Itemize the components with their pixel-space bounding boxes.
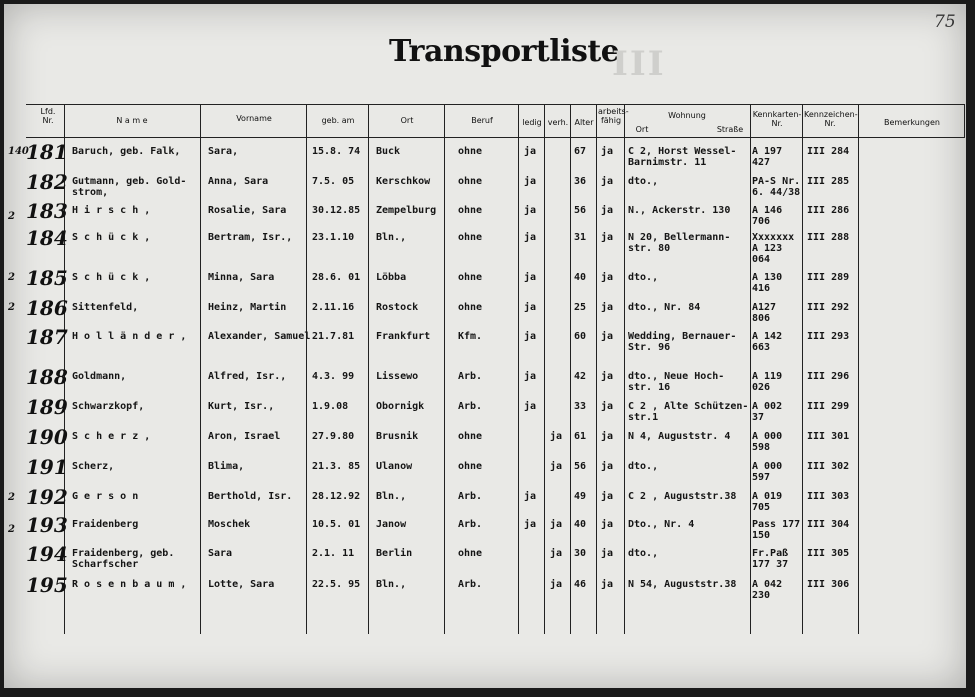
- cell-kennkarten: A 146 706: [752, 205, 783, 227]
- cell-vorname: Bertram, Isr.,: [208, 232, 293, 243]
- cell-kennkarten: A 119 026: [752, 371, 783, 393]
- cell-name: Schwarzkopf,: [72, 401, 145, 412]
- cell-kennzeichen: III 299: [807, 401, 850, 412]
- cell-alter: 36: [574, 176, 587, 187]
- cell-ledig: ja: [524, 401, 537, 412]
- cell-arbeitsfaehig: ja: [601, 232, 614, 243]
- cell-ledig: ja: [524, 205, 537, 216]
- cell-kennzeichen: III 303: [807, 491, 850, 502]
- cell-beruf: Kfm.: [458, 331, 483, 342]
- cell-name: Scherz,: [72, 461, 115, 472]
- cell-ledig: ja: [524, 491, 537, 502]
- cell-beruf: ohne: [458, 272, 483, 283]
- cell-vorname: Sara: [208, 548, 233, 559]
- cell-beruf: Arb.: [458, 401, 483, 412]
- cell-kennzeichen: III 284: [807, 146, 850, 157]
- cell-beruf: Arb.: [458, 371, 483, 382]
- cell-name: H o l l ä n d e r ,: [72, 331, 187, 342]
- cell-geb: 2.11.16: [312, 302, 355, 313]
- cell-beruf: ohne: [458, 232, 483, 243]
- cell-geb: 15.8. 74: [312, 146, 361, 157]
- cell-name: Sittenfeld,: [72, 302, 139, 313]
- cell-wohnung: dto.,: [628, 176, 659, 187]
- cell-kennzeichen: III 305: [807, 548, 850, 559]
- cell-kennkarten: A 042 230: [752, 579, 783, 601]
- cell-geb: 4.3. 99: [312, 371, 355, 382]
- cell-geb: 23.1.10: [312, 232, 355, 243]
- cell-geb: 22.5. 95: [312, 579, 361, 590]
- margin-note: 2: [8, 272, 15, 283]
- cell-alter: 67: [574, 146, 587, 157]
- cell-ort: Bln.,: [376, 579, 407, 590]
- cell-beruf: ohne: [458, 548, 483, 559]
- header-wohnung-ort: Ort: [635, 125, 649, 134]
- cell-geb: 10.5. 01: [312, 519, 361, 530]
- cell-kennkarten: A 142 663: [752, 331, 783, 353]
- column-line: [570, 104, 571, 634]
- cell-beruf: ohne: [458, 302, 483, 313]
- margin-note: 2: [8, 302, 15, 313]
- cell-vorname: Heinz, Martin: [208, 302, 287, 313]
- cell-ort: Brusnik: [376, 431, 419, 442]
- handwritten-row-number: 181: [26, 140, 68, 164]
- cell-beruf: ohne: [458, 146, 483, 157]
- cell-wohnung: dto., Nr. 84: [628, 302, 701, 313]
- cell-alter: 56: [574, 461, 587, 472]
- cell-arbeitsfaehig: ja: [601, 491, 614, 502]
- cell-wohnung: C 2, Horst Wessel- Barnimstr. 11: [628, 146, 737, 168]
- cell-ledig: ja: [524, 146, 537, 157]
- cell-kennzeichen: III 285: [807, 176, 850, 187]
- cell-kennkarten: Xxxxxxx A 123 064: [752, 232, 795, 265]
- cell-vorname: Sara,: [208, 146, 239, 157]
- cell-vorname: Anna, Sara: [208, 176, 269, 187]
- handwritten-row-number: 186: [26, 296, 68, 320]
- cell-alter: 31: [574, 232, 587, 243]
- cell-arbeitsfaehig: ja: [601, 272, 614, 283]
- cell-kennzeichen: III 302: [807, 461, 850, 472]
- cell-vorname: Minna, Sara: [208, 272, 275, 283]
- cell-beruf: ohne: [458, 176, 483, 187]
- cell-arbeitsfaehig: ja: [601, 146, 614, 157]
- cell-kennzeichen: III 286: [807, 205, 850, 216]
- header-beruf: Beruf: [471, 116, 493, 125]
- cell-ledig: ja: [524, 176, 537, 187]
- cell-wohnung: dto.,: [628, 272, 659, 283]
- cell-wohnung: dto.,: [628, 548, 659, 559]
- cell-ort: Rostock: [376, 302, 419, 313]
- cell-alter: 40: [574, 519, 587, 530]
- cell-wohnung: Dto., Nr. 4: [628, 519, 695, 530]
- cell-arbeitsfaehig: ja: [601, 205, 614, 216]
- cell-beruf: Arb.: [458, 519, 483, 530]
- header-bottom-line: [26, 137, 964, 138]
- cell-geb: 28.12.92: [312, 491, 361, 502]
- cell-wohnung: C 2 , Auguststr.38: [628, 491, 737, 502]
- cell-verh: ja: [550, 519, 563, 530]
- cell-ort: Löbba: [376, 272, 407, 283]
- header-arbeitsfaehig: arbeits-fähig: [598, 107, 629, 125]
- header-wohnung-strasse: Straße: [716, 125, 744, 134]
- header-kennzeichen: Kennzeichen-Nr.: [804, 110, 858, 128]
- cell-wohnung: N 54, Auguststr.38: [628, 579, 737, 590]
- margin-note: 2: [8, 211, 15, 222]
- handwritten-row-number: 189: [26, 395, 68, 419]
- cell-alter: 56: [574, 205, 587, 216]
- cell-kennzeichen: III 289: [807, 272, 850, 283]
- handwritten-row-number: 188: [26, 365, 68, 389]
- cell-kennkarten: A 002 37: [752, 401, 783, 423]
- cell-kennkarten: A 130 416: [752, 272, 783, 294]
- cell-alter: 30: [574, 548, 587, 559]
- cell-name: H i r s c h ,: [72, 205, 151, 216]
- cell-name: Baruch, geb. Falk,: [72, 146, 181, 157]
- cell-geb: 27.9.80: [312, 431, 355, 442]
- header-wohnung: Wohnung: [668, 111, 706, 120]
- cell-name: Fraidenberg, geb. Scharfscher: [72, 548, 175, 570]
- cell-wohnung: dto., Neue Hoch- str. 16: [628, 371, 725, 393]
- cell-arbeitsfaehig: ja: [601, 371, 614, 382]
- cell-geb: 21.7.81: [312, 331, 355, 342]
- handwritten-row-number: 191: [26, 455, 68, 479]
- faint-stamp: III: [612, 44, 666, 84]
- column-line: [596, 104, 597, 634]
- cell-alter: 40: [574, 272, 587, 283]
- handwritten-row-number: 193: [26, 513, 68, 537]
- cell-beruf: ohne: [458, 461, 483, 472]
- cell-alter: 42: [574, 371, 587, 382]
- cell-beruf: ohne: [458, 431, 483, 442]
- handwritten-row-number: 187: [26, 325, 68, 349]
- cell-kennzeichen: III 293: [807, 331, 850, 342]
- cell-geb: 28.6. 01: [312, 272, 361, 283]
- handwritten-row-number: 184: [26, 226, 68, 250]
- handwritten-row-number: 182: [26, 170, 68, 194]
- cell-name: Gutmann, geb. Gold- strom,: [72, 176, 187, 198]
- handwritten-row-number: 192: [26, 485, 68, 509]
- cell-arbeitsfaehig: ja: [601, 548, 614, 559]
- document-sheet: [4, 4, 966, 688]
- cell-wohnung: C 2 , Alte Schützen- str.1: [628, 401, 749, 423]
- cell-alter: 46: [574, 579, 587, 590]
- cell-ort: Kerschkow: [376, 176, 431, 187]
- cell-ort: Bln.,: [376, 232, 407, 243]
- handwritten-row-number: 194: [26, 542, 68, 566]
- cell-kennkarten: Fr.Paß 177 37: [752, 548, 789, 570]
- cell-arbeitsfaehig: ja: [601, 579, 614, 590]
- cell-wohnung: N 4, Auguststr. 4: [628, 431, 731, 442]
- cell-kennzeichen: III 292: [807, 302, 850, 313]
- page-number: 75: [934, 12, 956, 32]
- column-line: [624, 104, 625, 634]
- cell-kennzeichen: III 288: [807, 232, 850, 243]
- cell-geb: 1.9.08: [312, 401, 349, 412]
- cell-arbeitsfaehig: ja: [601, 176, 614, 187]
- cell-vorname: Blima,: [208, 461, 245, 472]
- header-top-line: [26, 104, 964, 105]
- cell-alter: 25: [574, 302, 587, 313]
- cell-ledig: ja: [524, 519, 537, 530]
- cell-beruf: ohne: [458, 205, 483, 216]
- cell-arbeitsfaehig: ja: [601, 461, 614, 472]
- cell-kennkarten: A 000 597: [752, 461, 783, 483]
- cell-kennkarten: Pass 177 150: [752, 519, 801, 541]
- cell-ort: Frankfurt: [376, 331, 431, 342]
- cell-kennkarten: A 000 598: [752, 431, 783, 453]
- cell-name: S c h ü c k ,: [72, 272, 151, 283]
- cell-beruf: Arb.: [458, 579, 483, 590]
- column-line: [200, 104, 201, 634]
- header-ledig: ledig: [522, 118, 542, 127]
- column-line: [518, 104, 519, 634]
- handwritten-row-number: 190: [26, 425, 68, 449]
- cell-kennzeichen: III 306: [807, 579, 850, 590]
- header-geb: geb. am: [321, 116, 355, 125]
- cell-ort: Berlin: [376, 548, 413, 559]
- cell-ort: Ulanow: [376, 461, 413, 472]
- cell-alter: 49: [574, 491, 587, 502]
- cell-name: Fraidenberg: [72, 519, 139, 530]
- cell-alter: 61: [574, 431, 587, 442]
- header-vorname: Vorname: [236, 114, 272, 123]
- cell-name: Goldmann,: [72, 371, 127, 382]
- header-ort: Ort: [400, 116, 414, 125]
- cell-wohnung: N 20, Bellermann- str. 80: [628, 232, 731, 254]
- cell-kennzeichen: III 296: [807, 371, 850, 382]
- cell-verh: ja: [550, 579, 563, 590]
- cell-kennkarten: A127 806: [752, 302, 777, 324]
- column-line: [964, 104, 965, 138]
- handwritten-row-number: 185: [26, 266, 68, 290]
- cell-kennkarten: PA-S Nr. 6. 44/38: [752, 176, 801, 198]
- header-bemerkungen: Bemerkungen: [883, 118, 940, 127]
- cell-verh: ja: [550, 548, 563, 559]
- cell-ort: Buck: [376, 146, 401, 157]
- cell-ort: Janow: [376, 519, 407, 530]
- cell-vorname: Moschek: [208, 519, 251, 530]
- cell-name: S c h ü c k ,: [72, 232, 151, 243]
- document-title: Transportliste: [389, 34, 620, 69]
- cell-ledig: ja: [524, 232, 537, 243]
- cell-vorname: Alfred, Isr.,: [208, 371, 287, 382]
- column-line: [544, 104, 545, 634]
- cell-ort: Lissewo: [376, 371, 419, 382]
- cell-vorname: Rosalie, Sara: [208, 205, 287, 216]
- cell-geb: 2.1. 11: [312, 548, 355, 559]
- margin-note: 140: [8, 146, 29, 157]
- cell-ort: Zempelburg: [376, 205, 437, 216]
- cell-kennzeichen: III 304: [807, 519, 850, 530]
- cell-arbeitsfaehig: ja: [601, 331, 614, 342]
- cell-ledig: ja: [524, 302, 537, 313]
- cell-wohnung: dto.,: [628, 461, 659, 472]
- cell-alter: 33: [574, 401, 587, 412]
- header-lfd-nr: Lfd. Nr.: [40, 107, 56, 125]
- cell-ledig: ja: [524, 371, 537, 382]
- cell-arbeitsfaehig: ja: [601, 519, 614, 530]
- header-kennkarten: Kennkarten-Nr.: [752, 110, 802, 128]
- cell-ledig: ja: [524, 272, 537, 283]
- cell-alter: 60: [574, 331, 587, 342]
- margin-note: 2: [8, 524, 15, 535]
- cell-verh: ja: [550, 431, 563, 442]
- header-alter: Alter: [574, 118, 594, 127]
- cell-ledig: ja: [524, 331, 537, 342]
- handwritten-row-number: 183: [26, 199, 68, 223]
- cell-vorname: Aron, Israel: [208, 431, 281, 442]
- cell-arbeitsfaehig: ja: [601, 401, 614, 412]
- cell-wohnung: Wedding, Bernauer- Str. 96: [628, 331, 737, 353]
- margin-note: 2: [8, 492, 15, 503]
- cell-wohnung: N., Ackerstr. 130: [628, 205, 731, 216]
- cell-name: G e r s o n: [72, 491, 139, 502]
- header-verh: verh.: [547, 118, 569, 127]
- cell-vorname: Lotte, Sara: [208, 579, 275, 590]
- cell-ort: Obornigk: [376, 401, 425, 412]
- cell-arbeitsfaehig: ja: [601, 431, 614, 442]
- cell-kennkarten: A 019 705: [752, 491, 783, 513]
- cell-vorname: Berthold, Isr.: [208, 491, 293, 502]
- cell-beruf: Arb.: [458, 491, 483, 502]
- cell-name: S c h e r z ,: [72, 431, 151, 442]
- header-name: N a m e: [116, 116, 148, 125]
- cell-geb: 7.5. 05: [312, 176, 355, 187]
- cell-name: R o s e n b a u m ,: [72, 579, 187, 590]
- cell-kennzeichen: III 301: [807, 431, 850, 442]
- cell-vorname: Kurt, Isr.,: [208, 401, 275, 412]
- cell-kennkarten: A 197 427: [752, 146, 783, 168]
- handwritten-row-number: 195: [26, 573, 68, 597]
- cell-vorname: Alexander, Samuel: [208, 331, 311, 342]
- cell-verh: ja: [550, 461, 563, 472]
- cell-arbeitsfaehig: ja: [601, 302, 614, 313]
- cell-ort: Bln.,: [376, 491, 407, 502]
- cell-geb: 21.3. 85: [312, 461, 361, 472]
- cell-geb: 30.12.85: [312, 205, 361, 216]
